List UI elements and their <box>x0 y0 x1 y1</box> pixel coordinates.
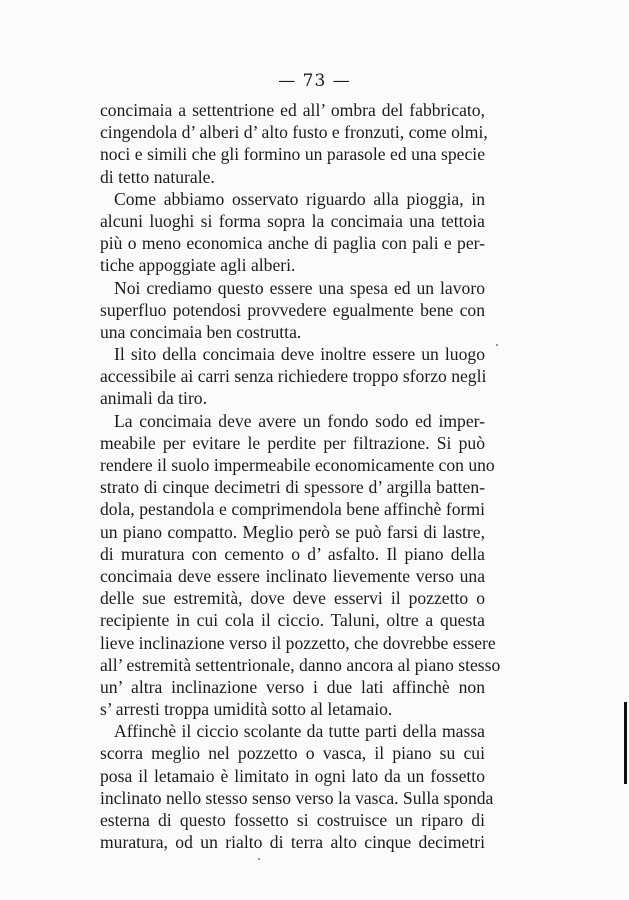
page-number: — 73 — <box>278 71 351 91</box>
text-line: animali da tiro. <box>100 388 207 409</box>
text-line: Il sito della concimaia deve inoltre essere un luogo <box>114 344 485 365</box>
page-edge-shadow <box>624 702 627 784</box>
text-line: Come abbiamo osservato riguardo alla pioggia, in <box>114 188 485 209</box>
text-line: inclinato nello stesso senso verso la vasca. Sulla sponda <box>100 787 494 808</box>
text-line: s’ arresti troppa umidità sotto al letamaio. <box>100 699 393 720</box>
text-line: un piano compatto. Meglio però se può farsi di lastre, <box>100 521 485 542</box>
paper-speck <box>258 858 260 860</box>
text-line: recipiente in cui cola il ciccio. Taluni, oltre a questa <box>100 610 485 631</box>
paper-speck <box>496 344 498 346</box>
text-line: esterna di questo fossetto si costruisce un riparo di <box>100 810 485 830</box>
text-line: meabile per evitare le perdite per filtrazione. Si può <box>100 432 485 453</box>
text-line: cingendola d’ alberi d’ alto fusto e fronzuti, come olmi, <box>100 122 488 143</box>
text-line: La concimaia deve avere un fondo sodo ed imper- <box>114 410 485 431</box>
text-line: posa il letamaio è limitato in ogni lato da un fossetto <box>100 765 485 786</box>
text-line: concimaia deve essere inclinato lievemente verso una <box>100 565 485 586</box>
text-line: all’ estremità settentrionale, danno ancora al piano stesso <box>100 654 501 675</box>
text-line: Noi crediamo questo essere una spesa ed un lavoro <box>114 277 485 298</box>
text-line: più o meno economica anche di paglia con pali e per- <box>100 233 485 254</box>
text-line: strato di cinque decimetri di spessore d’ argilla batten- <box>100 477 485 498</box>
text-line: muratura, od un rialto di terra alto cinque decimetri <box>100 832 485 853</box>
text-line: accessibile ai carri senza richiedere troppo sforzo negli <box>100 366 487 387</box>
text-line: una concimaia ben costrutta. <box>100 321 302 342</box>
text-line: Affinchè il ciccio scolante da tutte parti della massa <box>114 721 485 742</box>
text-line: alcuni luoghi si forma sopra la concimaia una tettoia <box>100 210 485 231</box>
text-line: noci e simili che gli formino un parasole ed una specie <box>100 144 485 165</box>
text-line: tiche appoggiate agli alberi. <box>100 255 296 276</box>
text-line: delle sue estremità, dove deve esservi il pozzetto o <box>100 588 485 609</box>
text-line: rendere il suolo impermeabile economicamente con uno <box>100 455 495 475</box>
text-line: di tetto naturale. <box>100 166 215 187</box>
body-text <box>100 99 501 853</box>
text-line: scorra meglio nel pozzetto o vasca, il piano su cui <box>100 743 485 764</box>
text-line: un’ altra inclinazione verso i due lati affinchè non <box>100 676 485 697</box>
text-line: di muratura con cemento o d’ asfalto. Il piano della <box>100 543 485 564</box>
text-line: lieve inclinazione verso il pozzetto, che dovrebbe essere <box>100 632 496 653</box>
text-line: concimaia a settentrione ed all’ ombra del fabbricato, <box>100 100 485 120</box>
text-line: dola, pestandola e comprimendola bene affinchè formi <box>100 499 485 520</box>
text-line: superfluo potendosi provvedere egualmente bene con <box>100 299 485 320</box>
